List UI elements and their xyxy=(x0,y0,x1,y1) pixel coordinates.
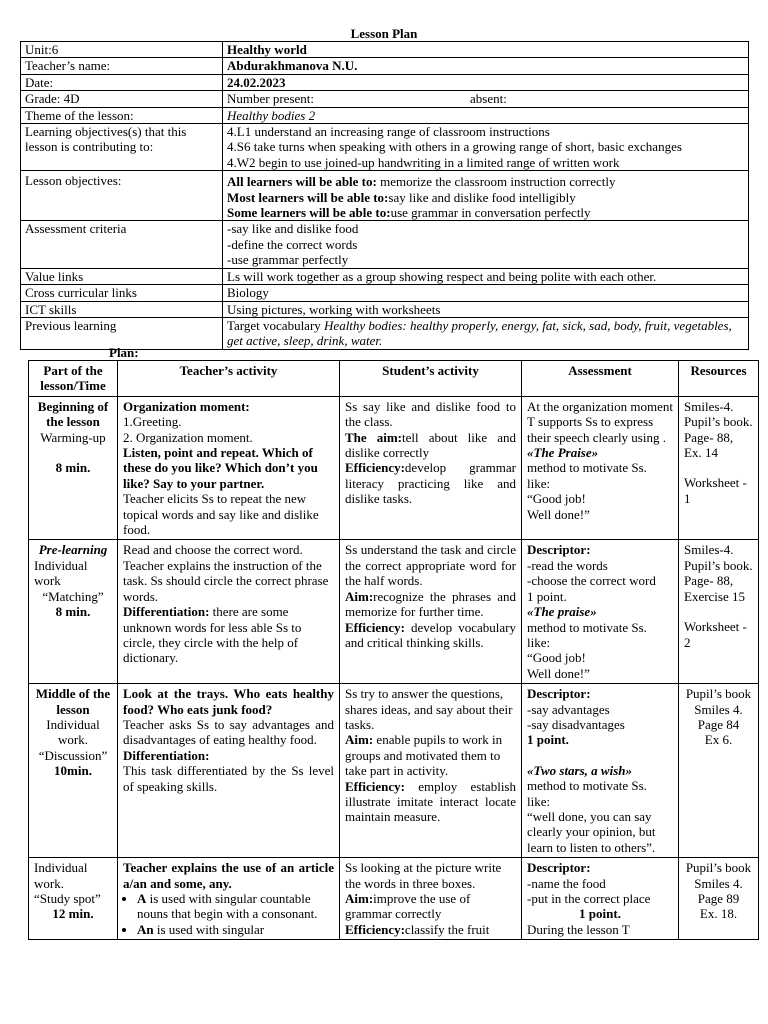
assessment-method: «Two stars, a wish» xyxy=(527,762,632,778)
student-intro: Ss understand the task and circle the correct appropriate word for the half words. xyxy=(345,542,516,589)
assessment-line: method to motivate Ss. like: xyxy=(527,619,647,650)
resource-line: Pupil’s book. xyxy=(684,414,753,430)
teacher-line: 2. Organization moment. xyxy=(123,429,253,445)
aim-text: recognize the phrases and memorize for further time. xyxy=(345,588,516,620)
assessment-line: Well done!” xyxy=(527,506,590,522)
student-aim xyxy=(345,891,516,922)
student-activity-cell xyxy=(340,540,522,684)
teacher-line: Teacher asks Ss to say advantages and disadvantages of eating healthy food. xyxy=(123,716,334,748)
descriptor-label: Descriptor: xyxy=(527,686,591,702)
lesson-part-title: Beginning of the lesson xyxy=(37,398,109,430)
teacher-activity-cell xyxy=(118,540,340,684)
info-label: Lesson objectives: xyxy=(21,171,223,221)
lesson-part-sub: Warming-up xyxy=(40,429,106,445)
lesson-part-sub: Individual work. xyxy=(34,860,88,891)
aim-text: enable pupils to work in groups and motivated them to take part in activity. xyxy=(345,732,503,779)
info-row-unit xyxy=(21,42,749,58)
info-value: Healthy world xyxy=(223,42,749,58)
lesson-part-sub: “Study spot” xyxy=(34,891,101,906)
student-activity-cell xyxy=(340,684,522,858)
info-row-date xyxy=(21,74,749,90)
teacher-differentiation xyxy=(123,604,334,666)
lesson-part-time: 10min. xyxy=(54,763,92,779)
article-lead: An xyxy=(137,921,154,937)
resource-line: Worksheet - 2 xyxy=(684,619,747,650)
info-value: Ls will work together as a group showing respect and being polite with each other. xyxy=(223,268,749,284)
efficiency-text: employ establish illustrate imitate interact locate maintain measure. xyxy=(345,778,516,825)
resources-cell xyxy=(679,396,759,540)
assessment-line: “well done, you can say clearly your opinion, but learn to listen to others”. xyxy=(527,808,656,855)
objective-line xyxy=(227,205,744,220)
objective-lead: All learners will be able to: xyxy=(227,174,377,190)
objective-text: memorize the classroom instruction correctly xyxy=(376,174,616,190)
assessment-line: -choose the correct word xyxy=(527,573,656,589)
info-row-teacher xyxy=(21,58,749,74)
assessment-line: “Good job! xyxy=(527,491,586,507)
lesson-info-table xyxy=(20,41,749,350)
differentiation-label: Differentiation: xyxy=(123,747,210,763)
assessment-point: 1 point. xyxy=(579,906,621,922)
criteria-line: -define the correct words xyxy=(227,236,358,252)
info-value: Abdurakhmanova N.U. xyxy=(223,58,749,74)
assessment-cell xyxy=(522,684,679,858)
info-row-value-links xyxy=(21,268,749,284)
student-efficiency xyxy=(345,779,516,825)
plan-header: Part of the lesson/Time xyxy=(29,361,118,397)
resources-cell xyxy=(679,540,759,684)
student-efficiency xyxy=(345,620,516,651)
lesson-part-cell xyxy=(29,858,118,940)
assessment-line: Well done!” xyxy=(527,665,590,681)
previous-learning-vocabulary: Healthy bodies: healthy properly, energy, fat, sick, sad, body, fruit, vegetables, get active, sleep, drink, water. xyxy=(227,317,732,349)
article-rule xyxy=(137,922,334,937)
info-label: Value links xyxy=(21,268,223,284)
teacher-line: 1.Greeting. xyxy=(123,414,182,430)
plan-row-pre-learning xyxy=(29,540,759,684)
article-text: is used with singular xyxy=(153,921,265,937)
resource-line: Pupil’s book. xyxy=(684,557,753,573)
info-label: Teacher’s name: xyxy=(21,58,223,74)
info-row-cross-curricular xyxy=(21,285,749,301)
objective-line: 4.S6 take turns when speaking with others in a growing range of short, basic exchanges xyxy=(227,139,682,155)
student-aim xyxy=(345,430,516,461)
descriptor-label: Descriptor: xyxy=(527,542,591,558)
document-title: Lesson Plan xyxy=(350,26,418,41)
student-aim xyxy=(345,732,516,778)
aim-label: The aim: xyxy=(345,429,403,445)
teacher-line: Read and choose the correct word. xyxy=(123,542,303,558)
assessment-line: “Good job! xyxy=(527,650,586,666)
aim-text: improve the use of grammar correctly xyxy=(345,891,471,922)
plan-label: Plan: xyxy=(109,345,139,360)
teacher-activity-cell xyxy=(118,396,340,540)
teacher-task: Teacher explains the use of an article a/an and some, any. xyxy=(123,860,334,891)
resource-line: Worksheet - 1 xyxy=(684,475,747,506)
lesson-part-sub: “Matching” xyxy=(42,588,104,604)
lesson-part-time: 12 min. xyxy=(52,906,94,922)
resource-line: Smiles 4. xyxy=(694,875,743,891)
info-value xyxy=(223,91,749,107)
info-value: Healthy bodies 2 xyxy=(223,107,749,123)
info-label: Previous learning xyxy=(21,317,223,349)
assessment-line: -put in the correct place xyxy=(527,891,651,906)
differentiation-text: This task differentiated by the Ss level of speaking skills. xyxy=(123,763,334,794)
plan-table xyxy=(28,360,759,940)
objective-line: 4.L1 understand an increasing range of classroom instructions xyxy=(227,124,550,140)
resources-cell xyxy=(679,684,759,858)
assessment-point: 1 point. xyxy=(527,732,569,748)
assessment-cell xyxy=(522,396,679,540)
resource-line: Page- 88, xyxy=(684,429,734,445)
info-label: Grade: 4D xyxy=(21,91,223,107)
teacher-task: Listen, point and repeat. Which of these do you like? Which don’t you like? Say to your partner. xyxy=(123,445,318,491)
assessment-cell xyxy=(522,858,679,940)
student-activity-cell xyxy=(340,396,522,540)
assessment-line: During the lesson T xyxy=(527,921,630,937)
plan-header: Resources xyxy=(679,361,759,397)
efficiency-text: develop vocabulary and critical thinking skills. xyxy=(345,619,516,650)
student-intro: Ss say like and dislike food to the class. xyxy=(345,398,516,430)
objective-line: 4.W2 begin to use joined-up handwriting in a limited range of written work xyxy=(227,154,620,170)
assessment-cell xyxy=(522,540,679,684)
student-aim xyxy=(345,589,516,620)
info-value xyxy=(223,221,749,268)
aim-label: Aim: xyxy=(345,732,374,748)
objective-line xyxy=(227,174,744,189)
student-intro: Ss try to answer the questions, shares ideas, and say about their tasks. xyxy=(345,686,513,732)
number-present-label: Number present: xyxy=(227,91,315,107)
teacher-task: Look at the trays. Who eats healthy food? Who eats junk food? xyxy=(123,686,334,717)
article-text: is used with singular countable nouns that begin with a consonant. xyxy=(137,891,318,922)
info-row-grade xyxy=(21,91,749,107)
resource-line: Page 89 xyxy=(697,891,740,906)
resource-line: Page 84 xyxy=(697,716,740,732)
teacher-line: Teacher explains the instruction of the task. Ss should circle the correct phrase words. xyxy=(123,557,329,604)
assessment-line: method to motivate Ss. like: xyxy=(527,778,647,809)
criteria-line: -say like and dislike food xyxy=(227,221,359,237)
info-row-assessment-criteria xyxy=(21,221,749,268)
absent-label: absent: xyxy=(470,91,507,107)
previous-learning-prefix: Target vocabulary xyxy=(227,317,325,333)
resource-line: Smiles 4. xyxy=(694,701,743,717)
plan-row-middle xyxy=(29,684,759,858)
aim-label: Aim: xyxy=(345,891,374,906)
objective-lead: Some learners will be able to: xyxy=(227,205,391,221)
aim-text: tell about like and dislike correctly xyxy=(345,429,516,461)
plan-header: Teacher’s activity xyxy=(118,361,340,397)
info-value: Biology xyxy=(223,285,749,301)
teacher-activity-cell xyxy=(118,858,340,940)
lesson-part-sub: “Discussion” xyxy=(38,747,108,763)
resource-line: Ex. 18. xyxy=(699,906,738,922)
efficiency-label: Efficiency: xyxy=(345,778,405,794)
info-label: Assessment criteria xyxy=(21,221,223,268)
teacher-line: Teacher elicits Ss to repeat the new topical words and say like and dislike food. xyxy=(123,491,319,538)
assessment-line: At the organization moment T supports Ss to express their speech clearly using . xyxy=(527,398,673,445)
info-label: Cross curricular links xyxy=(21,285,223,301)
criteria-line: -use grammar perfectly xyxy=(227,252,349,268)
article-rule xyxy=(137,891,334,922)
lesson-part-sub: Individual work xyxy=(34,557,88,589)
lesson-part-time: 8 min. xyxy=(55,460,91,476)
efficiency-text: classify the fruit xyxy=(404,921,490,937)
info-value xyxy=(223,317,749,349)
lesson-part-cell xyxy=(29,540,118,684)
resource-line: Smiles-4. xyxy=(684,542,734,558)
resource-line: Ex 6. xyxy=(704,732,733,748)
descriptor-label: Descriptor: xyxy=(527,860,591,876)
assessment-line: -say disadvantages xyxy=(527,716,625,732)
info-label: Unit:6 xyxy=(21,42,223,58)
plan-header-row xyxy=(29,361,759,397)
info-value xyxy=(223,171,749,221)
article-lead: A xyxy=(137,891,147,906)
assessment-line: -say advantages xyxy=(527,701,610,717)
student-efficiency xyxy=(345,460,516,506)
lesson-part-title: Pre-learning xyxy=(38,542,108,558)
lesson-part-cell xyxy=(29,396,118,540)
student-activity-cell xyxy=(340,858,522,940)
plan-row-study-spot xyxy=(29,858,759,940)
info-value: 24.02.2023 xyxy=(223,74,749,90)
resources-cell xyxy=(679,858,759,940)
efficiency-label: Efficiency: xyxy=(345,921,405,937)
info-row-learning-objectives xyxy=(21,124,749,171)
lesson-part-cell xyxy=(29,684,118,858)
student-efficiency xyxy=(345,922,516,937)
info-label: Theme of the lesson: xyxy=(21,107,223,123)
efficiency-label: Efficiency: xyxy=(345,460,405,476)
info-row-lesson-objectives xyxy=(21,171,749,221)
plan-header: Assessment xyxy=(522,361,679,397)
article-rules-list xyxy=(123,891,334,937)
lesson-part-sub: Individual work. xyxy=(46,716,100,748)
resource-line: Pupil’s book xyxy=(685,860,752,876)
objective-text: use grammar in conversation perfectly xyxy=(390,205,591,221)
objective-line xyxy=(227,190,744,205)
info-label: Date: xyxy=(21,74,223,90)
resource-line: Ex. 14 xyxy=(684,445,718,461)
lesson-part-time: 8 min. xyxy=(55,604,91,620)
student-intro: Ss looking at the picture write the words in three boxes. xyxy=(345,860,502,891)
assessment-line: -read the words xyxy=(527,557,608,573)
assessment-line: method to motivate Ss. like: xyxy=(527,460,647,491)
teacher-heading: Organization moment: xyxy=(123,398,250,414)
assessment-line: 1 point. xyxy=(527,588,567,604)
aim-label: Aim: xyxy=(345,588,374,604)
resource-line: Smiles-4. xyxy=(684,398,734,414)
resource-line: Exercise 15 xyxy=(684,588,746,604)
teacher-activity-cell xyxy=(118,684,340,858)
info-value: Using pictures, working with worksheets xyxy=(223,301,749,317)
info-label: Learning objectives(s) that this lesson is contributing to: xyxy=(21,124,223,171)
info-row-ict-skills xyxy=(21,301,749,317)
info-value xyxy=(223,124,749,171)
lesson-part-title: Middle of the lesson xyxy=(35,686,111,717)
resource-line: Pupil’s book xyxy=(685,686,752,702)
objective-text: say like and dislike food intelligibly xyxy=(388,189,576,205)
differentiation-label: Differentiation: xyxy=(123,604,210,620)
efficiency-label: Efficiency: xyxy=(345,619,405,635)
resource-line: Page- 88, xyxy=(684,573,734,589)
efficiency-text: develop grammar literacy practicing like and dislike tasks. xyxy=(345,460,516,507)
info-label: ICT skills xyxy=(21,301,223,317)
differentiation-text: there are some unknown words for less able Ss to circle, they circle with the help of dictionary. xyxy=(123,604,302,666)
info-row-theme xyxy=(21,107,749,123)
assessment-method: «The Praise» xyxy=(527,445,599,461)
objective-lead: Most learners will be able to: xyxy=(227,189,389,205)
assessment-method: «The praise» xyxy=(527,604,597,620)
assessment-line: -name the food xyxy=(527,875,606,891)
plan-header: Student’s activity xyxy=(340,361,522,397)
plan-row-beginning xyxy=(29,396,759,540)
